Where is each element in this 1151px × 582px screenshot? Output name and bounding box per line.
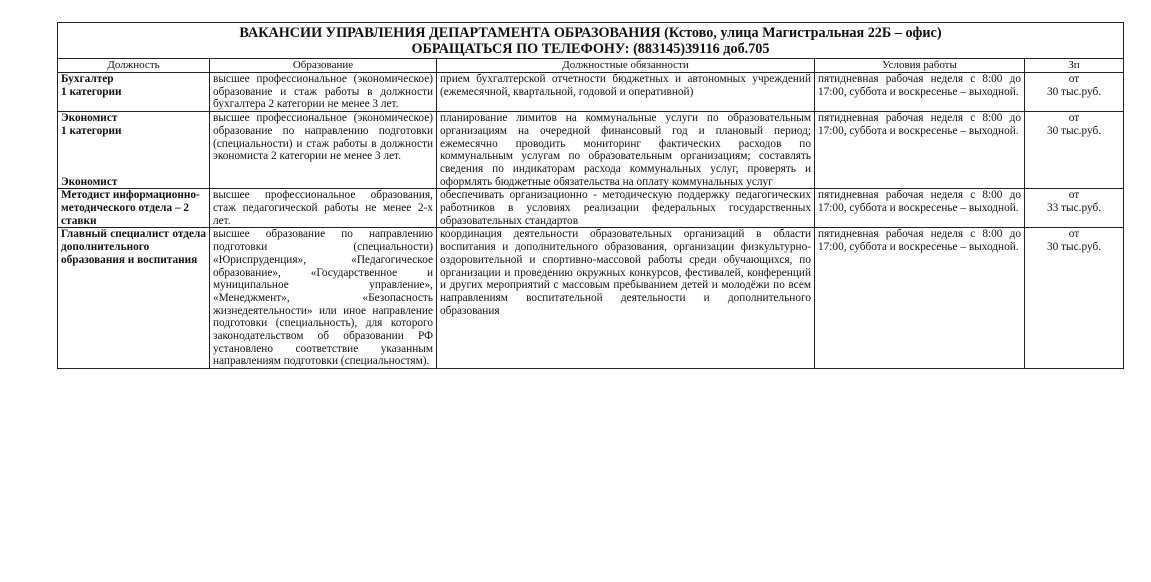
salary-cell: от 30 тыс.руб.: [1025, 112, 1124, 189]
header-position: Должность: [58, 59, 210, 73]
duties-cell: прием бухгалтерской отчетности бюджетных и автономных учреждений (ежемесячной, квартальной, годовой и оперативной): [437, 73, 815, 112]
position-cell: Методист информационно-методического отдела – 2 ставки: [58, 189, 210, 228]
conditions-cell: пятидневная рабочая неделя с 8:00 до 17:00, суббота и воскресенье – выходной.: [815, 73, 1025, 112]
position-title: Экономист 1 категории: [61, 112, 122, 137]
table-row: [58, 112, 1124, 189]
conditions-cell: пятидневная рабочая неделя с 8:00 до 17:00, суббота и воскресенье – выходной.: [815, 228, 1025, 369]
title-row: [58, 23, 1124, 59]
position-cell: [58, 112, 210, 189]
table-row: [58, 189, 1124, 228]
header-salary: Зп: [1025, 59, 1124, 73]
table-row: [58, 73, 1124, 112]
salary-cell: от 30 тыс.руб.: [1025, 73, 1124, 112]
education-cell: высшее образование по направлению подготовки (специальности) «Юриспруденция», «Педагогическое образование», «Государственное и муниципальное управление», «Менеджмент», «Безопасность жизнедеятельности» или иное направление подготовки (специальность), для которого законодательством об образовании РФ установлено соответствие указанным направлениям подготовки (специальностям).: [210, 228, 437, 369]
header-conditions: Условия работы: [815, 59, 1025, 73]
header-education: Образование: [210, 59, 437, 73]
document-title: [58, 23, 1124, 59]
title-line-1: ВАКАНСИИ УПРАВЛЕНИЯ ДЕПАРТАМЕНТА ОБРАЗОВАНИЯ (Кстово, улица Магистральная 22Б – офис): [239, 25, 942, 41]
header-row: [58, 59, 1124, 73]
duties-cell: планирование лимитов на коммунальные услуги по образовательным организациям на очередной финансовый год и плановый период; ежемесячно проводить мониторинг фактических расходов по коммунальным услугам по образовательным организациям; составлять сведения по индикаторам расхода коммунальных услуг, проверять и оформлять бюджетные обязательства на оплату коммунальных услуг: [437, 112, 815, 189]
conditions-cell: пятидневная рабочая неделя с 8:00 до 17:00, суббота и воскресенье – выходной.: [815, 112, 1025, 189]
position-cell: Бухгалтер 1 категории: [58, 73, 210, 112]
title-line-2: ОБРАЩАТЬСЯ ПО ТЕЛЕФОНУ: (883145)39116 доб.705: [411, 41, 770, 57]
salary-cell: от 33 тыс.руб.: [1025, 189, 1124, 228]
education-cell: высшее профессиональное образования, стаж педагогической работы не менее 2-х лет.: [210, 189, 437, 228]
position-cell: Главный специалист отдела дополнительного образования и воспитания: [58, 228, 210, 369]
duties-cell: обеспечивать организационно - методическую поддержку педагогических работников в условиях реализации федеральных государственных образовательных стандартов: [437, 189, 815, 228]
conditions-cell: пятидневная рабочая неделя с 8:00 до 17:00, суббота и воскресенье – выходной.: [815, 189, 1025, 228]
education-cell: высшее профессиональное (экономическое) образование по направлению подготовки (специальности) и стаж работы в должности экономиста 2 категории не менее 3 лет.: [210, 112, 437, 189]
education-cell: высшее профессиональное (экономическое) образование и стаж работы в должности бухгалтера 2 категории не менее 3 лет.: [210, 73, 437, 112]
vacancies-document: [57, 22, 1123, 369]
duties-cell: координация деятельности образовательных организаций в области воспитания и дополнительного образования, организации физкультурно-оздоровительной и спортивно-массовой работы среди обучающихся, по организации и проведению окружных конкурсов, фестивалей, конференций и других мероприятий с массовым пребыванием детей и молодёжи по всем направлениям воспитательной деятельности и дополнительного образования: [437, 228, 815, 369]
header-duties: Должностные обязанности: [437, 59, 815, 73]
position-title-secondary: Экономист: [61, 175, 118, 188]
salary-cell: от 30 тыс.руб.: [1025, 228, 1124, 369]
table-row: [58, 228, 1124, 369]
vacancies-table: [57, 22, 1124, 369]
